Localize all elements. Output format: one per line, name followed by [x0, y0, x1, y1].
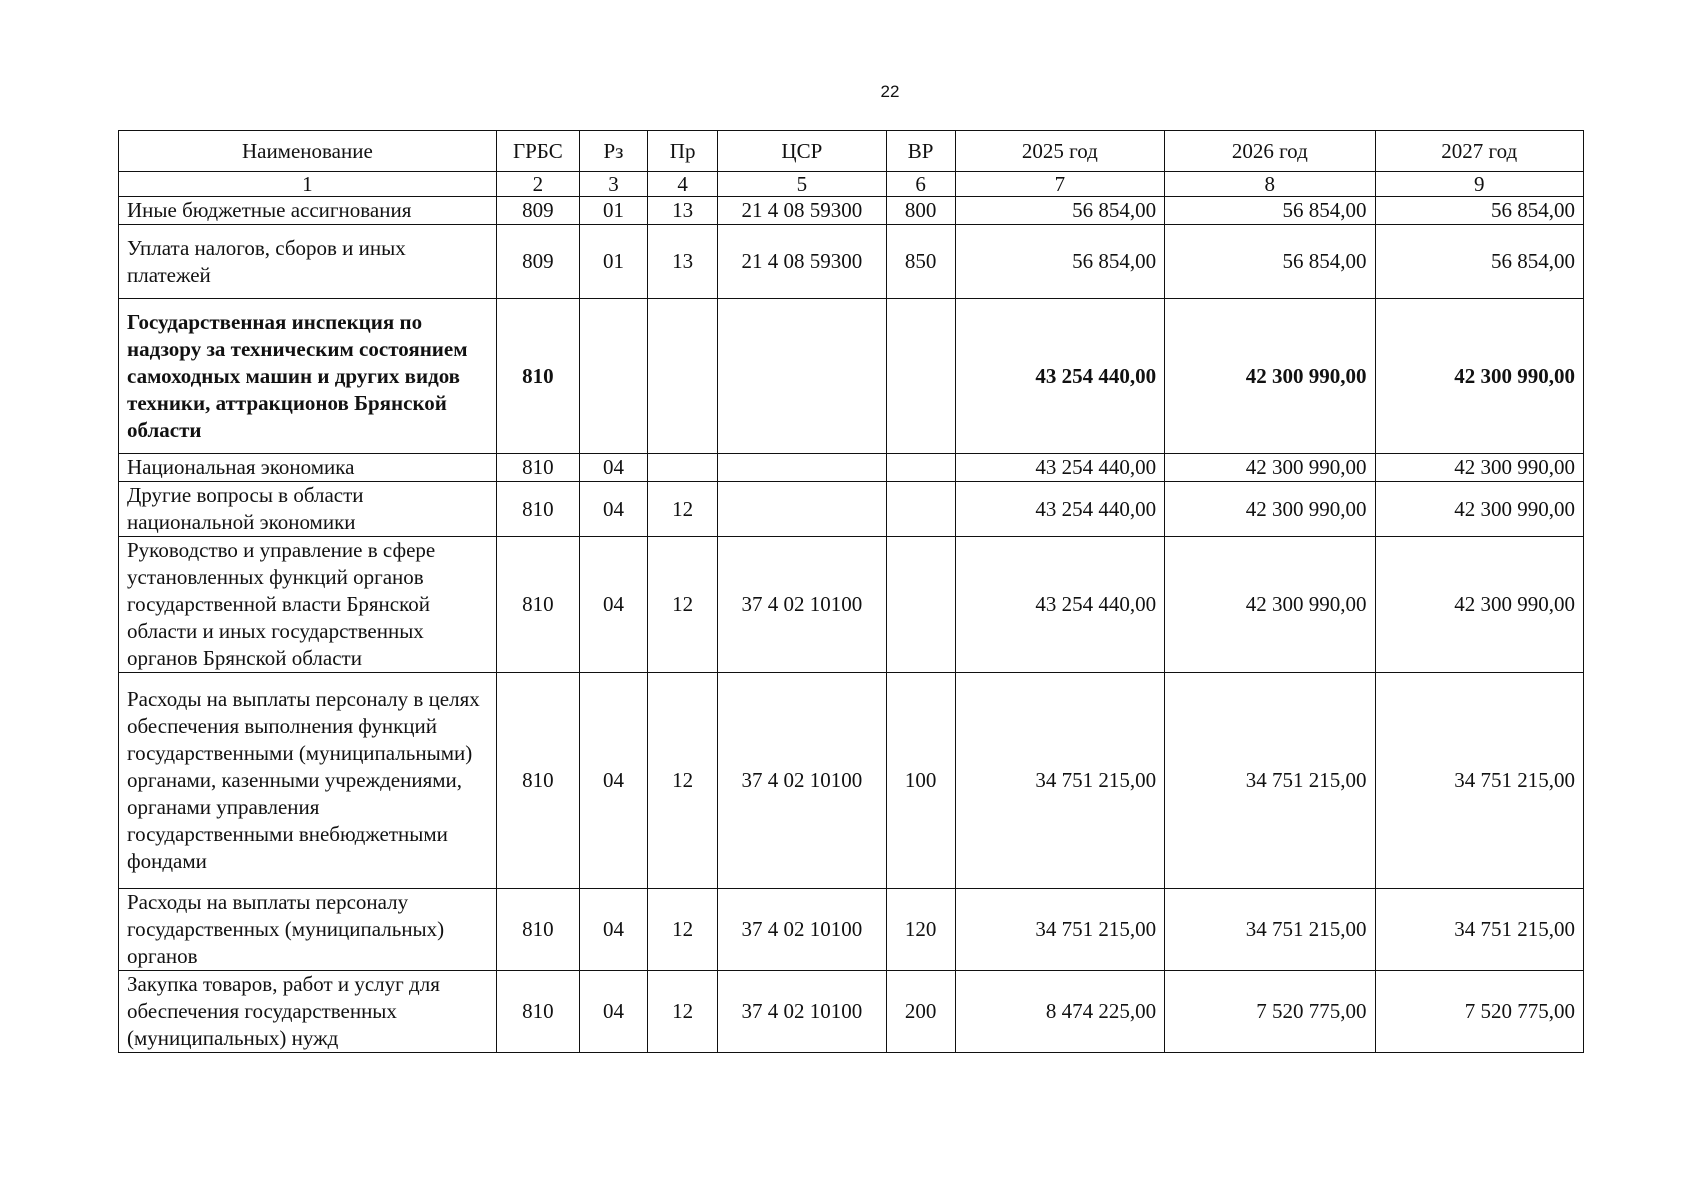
row-vr [886, 454, 955, 482]
row-2027: 34 751 215,00 [1375, 889, 1583, 971]
row-vr [886, 482, 955, 537]
row-grbs: 809 [496, 225, 579, 299]
row-2025: 43 254 440,00 [955, 482, 1164, 537]
column-number-row [119, 172, 1584, 197]
row-pr: 12 [648, 482, 718, 537]
row-pr [648, 454, 718, 482]
table-row [119, 971, 1584, 1053]
row-2027: 42 300 990,00 [1375, 482, 1583, 537]
budget-table [118, 130, 1584, 1053]
row-grbs: 810 [496, 889, 579, 971]
row-2027: 56 854,00 [1375, 197, 1583, 225]
row-2025: 56 854,00 [955, 197, 1164, 225]
row-2026: 42 300 990,00 [1165, 454, 1375, 482]
column-number: 5 [718, 172, 886, 197]
column-number: 1 [119, 172, 497, 197]
row-name: Уплата налогов, сборов и иных платежей [119, 225, 497, 299]
table-row-department [119, 299, 1584, 454]
row-csr: 21 4 08 59300 [718, 225, 886, 299]
column-number: 8 [1165, 172, 1375, 197]
row-2025: 56 854,00 [955, 225, 1164, 299]
row-name: Национальная экономика [119, 454, 497, 482]
page-number: 22 [880, 82, 900, 101]
row-rz: 01 [579, 225, 647, 299]
row-rz: 01 [579, 197, 647, 225]
row-grbs: 810 [496, 537, 579, 673]
row-pr: 12 [648, 889, 718, 971]
row-pr: 13 [648, 225, 718, 299]
row-vr [886, 537, 955, 673]
row-grbs: 810 [496, 299, 579, 454]
header-2027: 2027 год [1375, 131, 1583, 172]
column-number: 3 [579, 172, 647, 197]
row-2025: 43 254 440,00 [955, 299, 1164, 454]
row-pr: 12 [648, 537, 718, 673]
row-rz [579, 299, 647, 454]
row-2026: 56 854,00 [1165, 225, 1375, 299]
column-number: 4 [648, 172, 718, 197]
column-number: 6 [886, 172, 955, 197]
header-rz: Рз [579, 131, 647, 172]
row-2025: 34 751 215,00 [955, 889, 1164, 971]
row-vr: 200 [886, 971, 955, 1053]
row-name: Государственная инспекция по надзору за техническим состоянием самоходных машин и других видов техники, аттракционов Брянской области [119, 299, 497, 454]
row-rz: 04 [579, 971, 647, 1053]
row-pr: 12 [648, 971, 718, 1053]
row-pr [648, 299, 718, 454]
header-name: Наименование [119, 131, 497, 172]
row-pr: 13 [648, 197, 718, 225]
row-grbs: 810 [496, 454, 579, 482]
row-2025: 8 474 225,00 [955, 971, 1164, 1053]
row-name: Расходы на выплаты персоналу в целях обеспечения выполнения функций государственными (муниципальными) органами, казенными учреждениями, органами управления государственными внебюджетными фондами [119, 673, 497, 889]
row-2027: 42 300 990,00 [1375, 454, 1583, 482]
row-name: Закупка товаров, работ и услуг для обеспечения государственных (муниципальных) нужд [119, 971, 497, 1053]
table-row [119, 537, 1584, 673]
row-csr: 37 4 02 10100 [718, 889, 886, 971]
row-grbs: 810 [496, 971, 579, 1053]
row-grbs: 810 [496, 482, 579, 537]
row-vr: 800 [886, 197, 955, 225]
table-row [119, 225, 1584, 299]
row-2025: 43 254 440,00 [955, 454, 1164, 482]
row-2027: 56 854,00 [1375, 225, 1583, 299]
row-name: Другие вопросы в области национальной экономики [119, 482, 497, 537]
table-row [119, 673, 1584, 889]
row-name: Расходы на выплаты персоналу государственных (муниципальных) органов [119, 889, 497, 971]
row-2025: 34 751 215,00 [955, 673, 1164, 889]
column-number: 2 [496, 172, 579, 197]
row-2026: 34 751 215,00 [1165, 673, 1375, 889]
row-rz: 04 [579, 482, 647, 537]
row-grbs: 809 [496, 197, 579, 225]
row-2026: 42 300 990,00 [1165, 299, 1375, 454]
row-2026: 7 520 775,00 [1165, 971, 1375, 1053]
row-2026: 56 854,00 [1165, 197, 1375, 225]
row-2026: 34 751 215,00 [1165, 889, 1375, 971]
row-rz: 04 [579, 454, 647, 482]
header-pr: Пр [648, 131, 718, 172]
row-2027: 42 300 990,00 [1375, 299, 1583, 454]
row-pr: 12 [648, 673, 718, 889]
row-csr [718, 482, 886, 537]
table-row [119, 454, 1584, 482]
column-number: 7 [955, 172, 1164, 197]
table-header-row [119, 131, 1584, 172]
row-csr: 37 4 02 10100 [718, 673, 886, 889]
header-grbs: ГРБС [496, 131, 579, 172]
header-2025: 2025 год [955, 131, 1164, 172]
row-name: Иные бюджетные ассигнования [119, 197, 497, 225]
row-rz: 04 [579, 673, 647, 889]
row-2026: 42 300 990,00 [1165, 482, 1375, 537]
row-vr [886, 299, 955, 454]
row-vr: 120 [886, 889, 955, 971]
row-vr: 850 [886, 225, 955, 299]
column-number: 9 [1375, 172, 1583, 197]
row-rz: 04 [579, 537, 647, 673]
table-row [119, 197, 1584, 225]
header-csr: ЦСР [718, 131, 886, 172]
header-2026: 2026 год [1165, 131, 1375, 172]
row-csr [718, 454, 886, 482]
row-2027: 42 300 990,00 [1375, 537, 1583, 673]
row-csr: 37 4 02 10100 [718, 537, 886, 673]
row-name: Руководство и управление в сфере установленных функций органов государственной власти Брянской области и иных государственных органов Брянской области [119, 537, 497, 673]
row-csr [718, 299, 886, 454]
table-row [119, 482, 1584, 537]
row-csr: 37 4 02 10100 [718, 971, 886, 1053]
row-2027: 34 751 215,00 [1375, 673, 1583, 889]
row-2027: 7 520 775,00 [1375, 971, 1583, 1053]
row-vr: 100 [886, 673, 955, 889]
table-row [119, 889, 1584, 971]
row-2025: 43 254 440,00 [955, 537, 1164, 673]
row-rz: 04 [579, 889, 647, 971]
row-2026: 42 300 990,00 [1165, 537, 1375, 673]
row-csr: 21 4 08 59300 [718, 197, 886, 225]
row-grbs: 810 [496, 673, 579, 889]
header-vr: ВР [886, 131, 955, 172]
